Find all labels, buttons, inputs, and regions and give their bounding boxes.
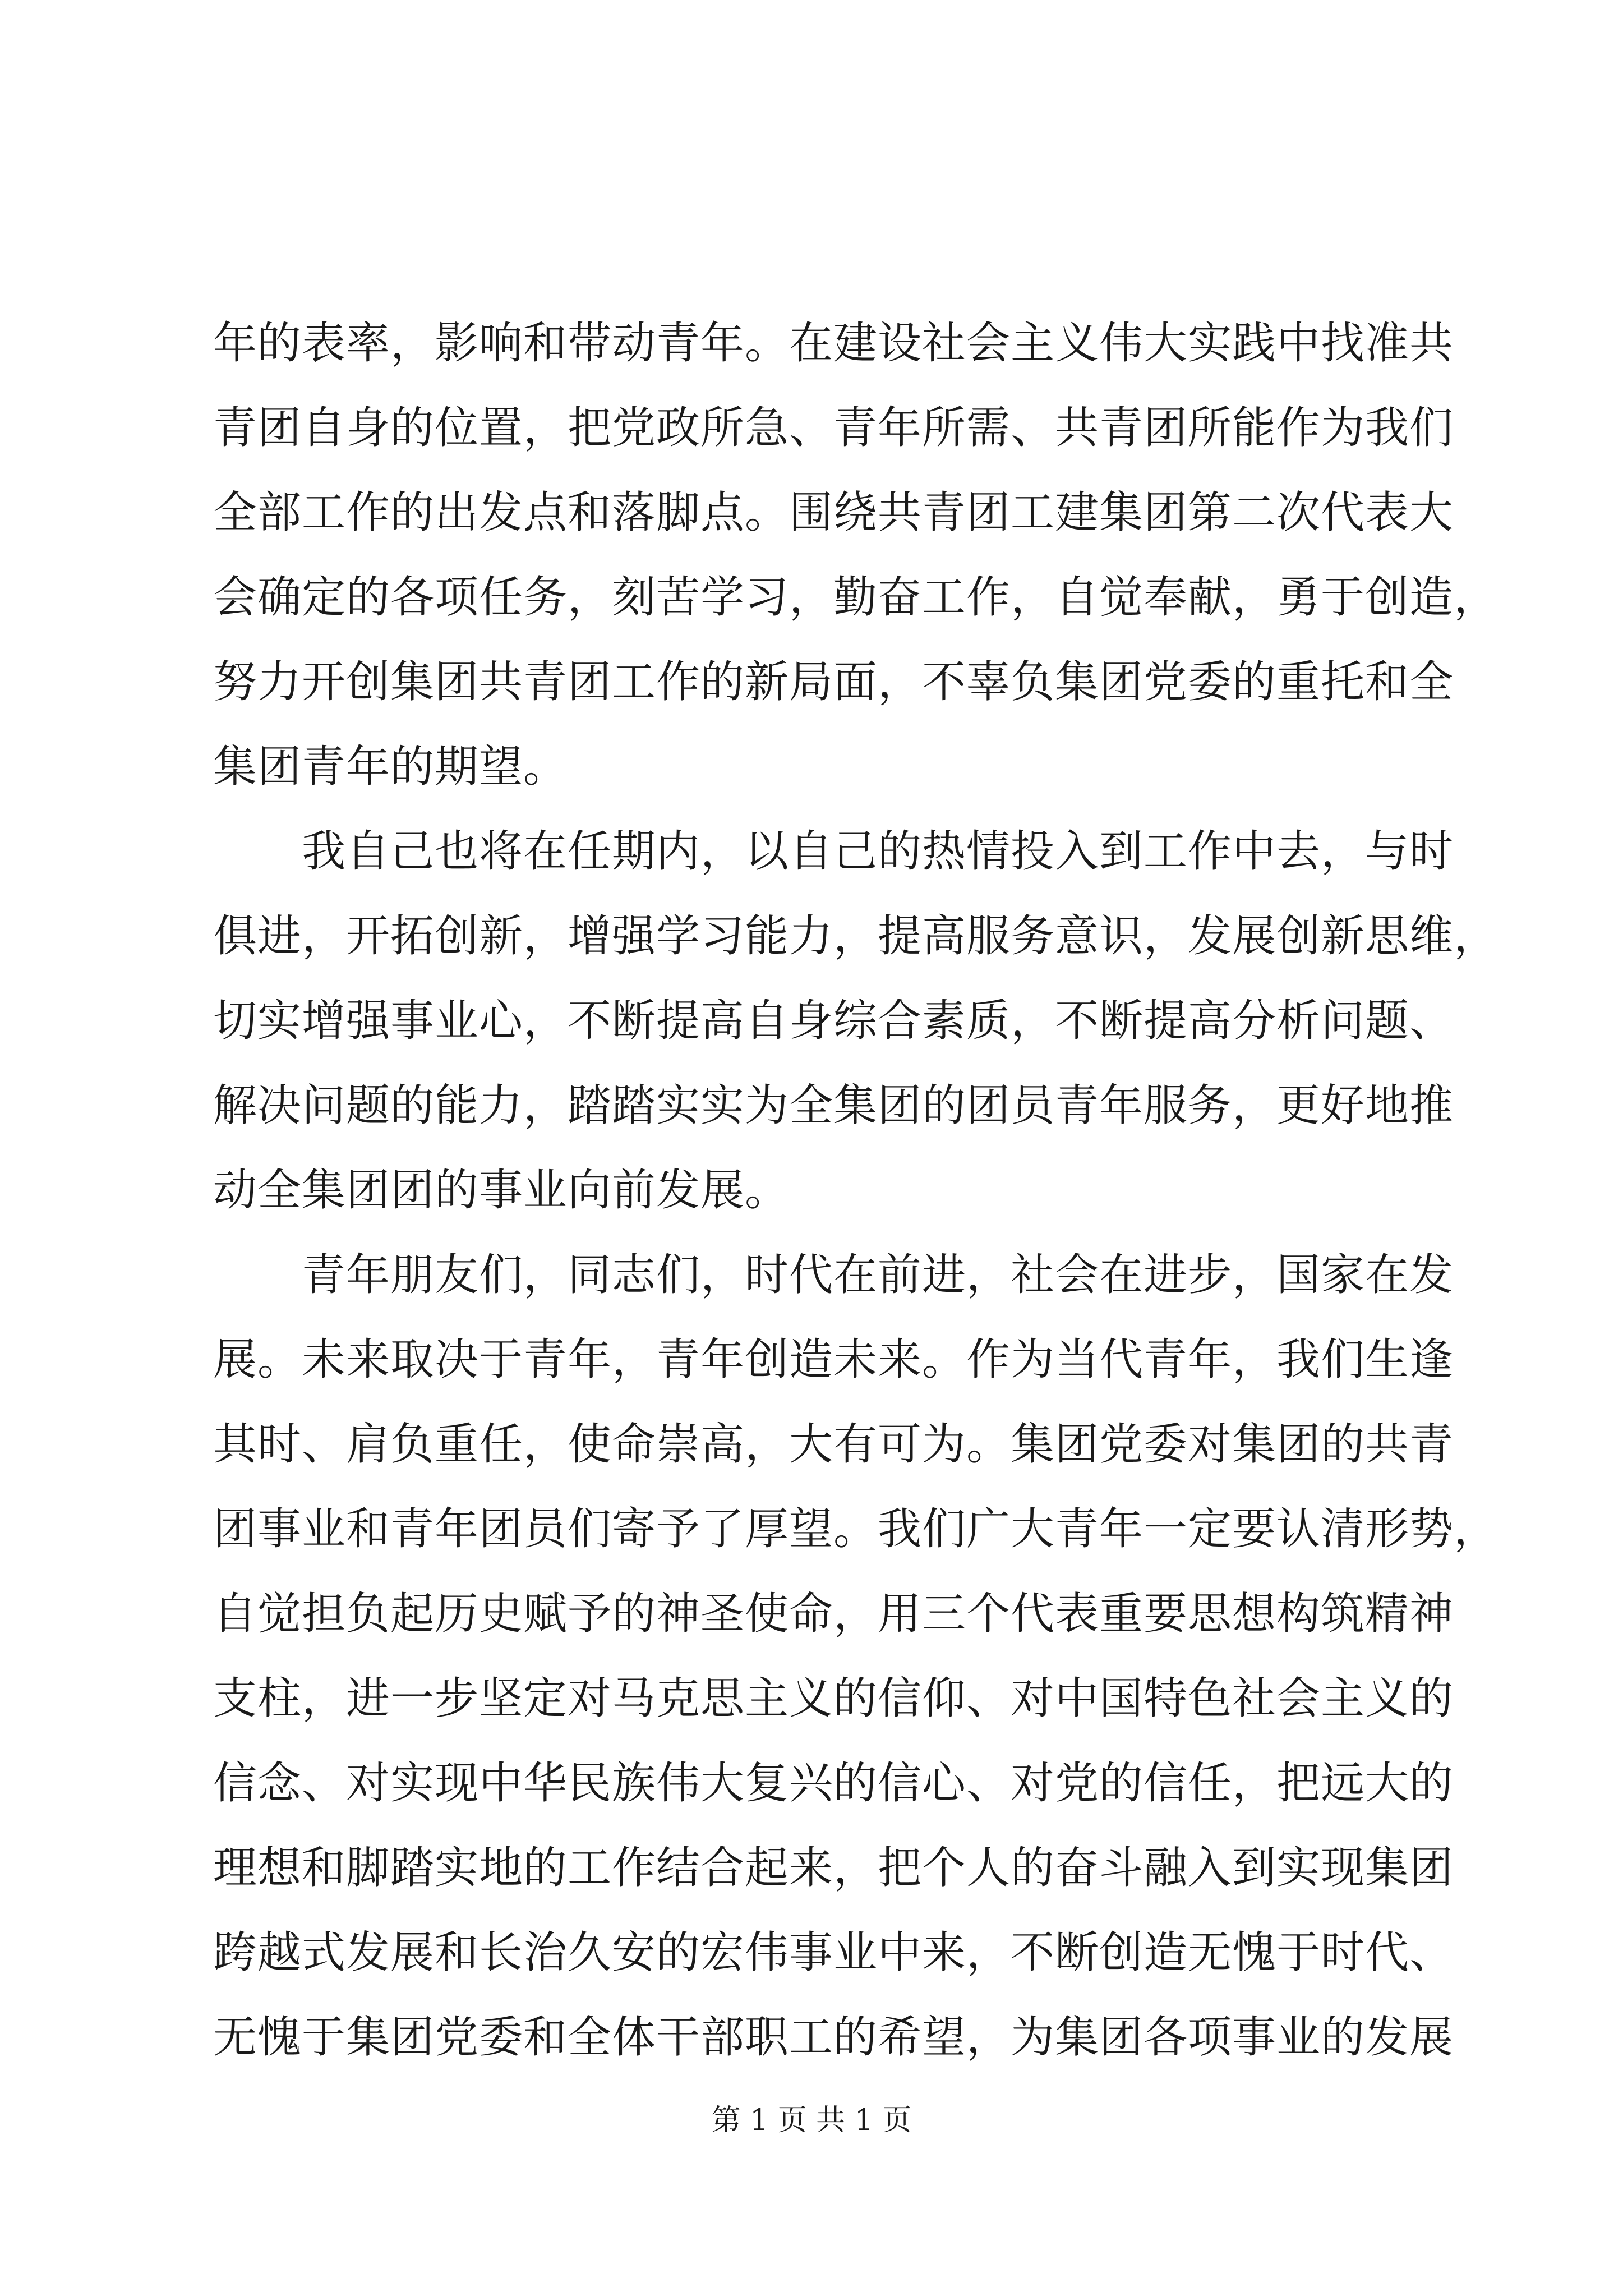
text-line: 集团青年的期望。 (213, 742, 568, 792)
text-line: 自觉担负起历史赋予的神圣使命，用三个代表重要思想构筑精神 (213, 1589, 1454, 1639)
text-line: 动全集团团的事业向前发展。 (213, 1165, 790, 1216)
text-line: 解决问题的能力，踏踏实实为全集团的团员青年服务，更好地推 (213, 1080, 1454, 1131)
text-line: 信念、对实现中华民族伟大复兴的信心、对党的信任，把远大的 (213, 1758, 1454, 1809)
text-line: 团事业和青年团员们寄予了厚望。我们广大青年一定要认清形势， (213, 1504, 1498, 1554)
text-line: 俱进，开拓创新，增强学习能力，提高服务意识，发展创新思维， (213, 911, 1498, 961)
page-number-footer: 第 1 页 共 1 页 (711, 2104, 912, 2137)
text-line: 切实增强事业心，不断提高自身综合素质，不断提高分析问题、 (213, 996, 1454, 1046)
text-line: 展。未来取决于青年，青年创造未来。作为当代青年，我们生逢 (213, 1335, 1454, 1385)
text-line: 会确定的各项任务，刻苦学习，勤奋工作，自觉奉献，勇于创造， (213, 572, 1498, 623)
text-line: 支柱，进一步坚定对马克思主义的信仰、对中国特色社会主义的 (213, 1673, 1454, 1724)
text-line: 理想和脚踏实地的工作结合起来，把个人的奋斗融入到实现集团 (213, 1843, 1454, 1893)
text-line: 青团自身的位置，把党政所急、青年所需、共青团所能作为我们 (213, 403, 1454, 453)
text-line: 全部工作的出发点和落脚点。围绕共青团工建集团第二次代表大 (213, 487, 1454, 538)
text-line: 无愧于集团党委和全体干部职工的希望，为集团各项事业的发展 (213, 2012, 1454, 2063)
text-line: 年的表率，影响和带动青年。在建设社会主义伟大实践中找准共 (213, 318, 1454, 369)
text-line: 其时、肩负重任，使命崇高，大有可为。集团党委对集团的共青 (213, 1419, 1454, 1470)
text-line: 跨越式发展和长治久安的宏伟事业中来，不断创造无愧于时代、 (213, 1927, 1454, 1978)
paragraph-first-line: 青年朋友们，同志们，时代在前进，社会在进步，国家在发 (302, 1250, 1454, 1300)
paragraph-first-line: 我自己也将在任期内，以自己的热情投入到工作中去，与时 (302, 826, 1454, 877)
text-line: 努力开创集团共青团工作的新局面，不辜负集团党委的重托和全 (213, 657, 1454, 707)
